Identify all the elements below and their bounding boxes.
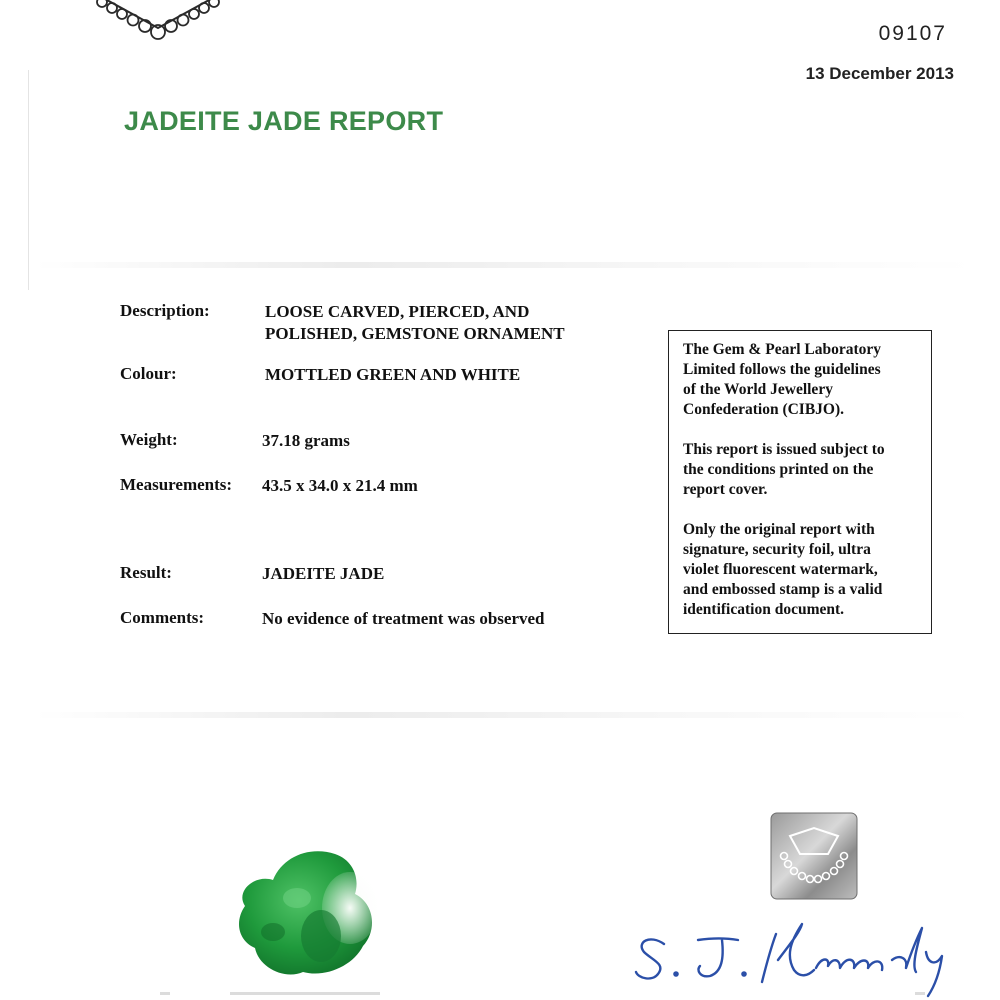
comments-label: Comments: [120, 608, 205, 627]
notice-line: Only the original report with [683, 521, 875, 538]
weight-value: 37.18 grams [262, 431, 350, 450]
signature [630, 910, 960, 1000]
notice-line: signature, security foil, ultra [683, 541, 871, 558]
report-number: 09107 [878, 22, 947, 45]
notice-paragraph-cibjo [683, 340, 921, 420]
measurements-label: Measurements: [120, 475, 233, 494]
security-foil-stamp [770, 812, 858, 900]
jade-ornament-photo [225, 836, 395, 986]
notice-line: The Gem & Pearl Laboratory [683, 341, 882, 358]
divider [35, 712, 975, 718]
notice-paragraph-validity [683, 520, 921, 620]
colour-label: Colour: [120, 364, 177, 383]
notice-line: of the World Jewellery [683, 381, 833, 398]
conditions-notice-box [668, 330, 932, 634]
scan-mark [915, 992, 925, 995]
notice-line: report cover. [683, 481, 768, 498]
notice-line: This report is issued subject to [683, 441, 885, 458]
notice-paragraph-conditions [683, 440, 921, 500]
notice-line: the conditions printed on the [683, 461, 874, 478]
divider [35, 262, 975, 268]
description-label: Description: [120, 301, 210, 320]
scan-edge [28, 70, 29, 290]
report-date: 13 December 2013 [805, 64, 954, 83]
description-line-1: LOOSE CARVED, PIERCED, AND [265, 302, 530, 321]
scan-mark [230, 992, 380, 995]
notice-line: Limited follows the guidelines [683, 361, 881, 378]
notice-line: violet fluorescent watermark, [683, 561, 878, 578]
laboratory-logo [88, 0, 228, 50]
scan-mark [160, 992, 170, 995]
notice-line: and embossed stamp is a valid [683, 581, 883, 598]
colour-value: MOTTLED GREEN AND WHITE [265, 365, 521, 384]
report-title: JADEITE JADE REPORT [124, 106, 444, 136]
result-label: Result: [120, 563, 172, 582]
comments-value: No evidence of treatment was observed [262, 609, 545, 628]
result-value: JADEITE JADE [262, 564, 385, 583]
weight-label: Weight: [120, 430, 178, 449]
notice-line: Confederation (CIBJO). [683, 401, 845, 418]
description-value [265, 301, 565, 345]
notice-line: identification document. [683, 601, 845, 618]
measurements-value: 43.5 x 34.0 x 21.4 mm [262, 476, 418, 495]
description-line-2: POLISHED, GEMSTONE ORNAMENT [265, 324, 565, 343]
